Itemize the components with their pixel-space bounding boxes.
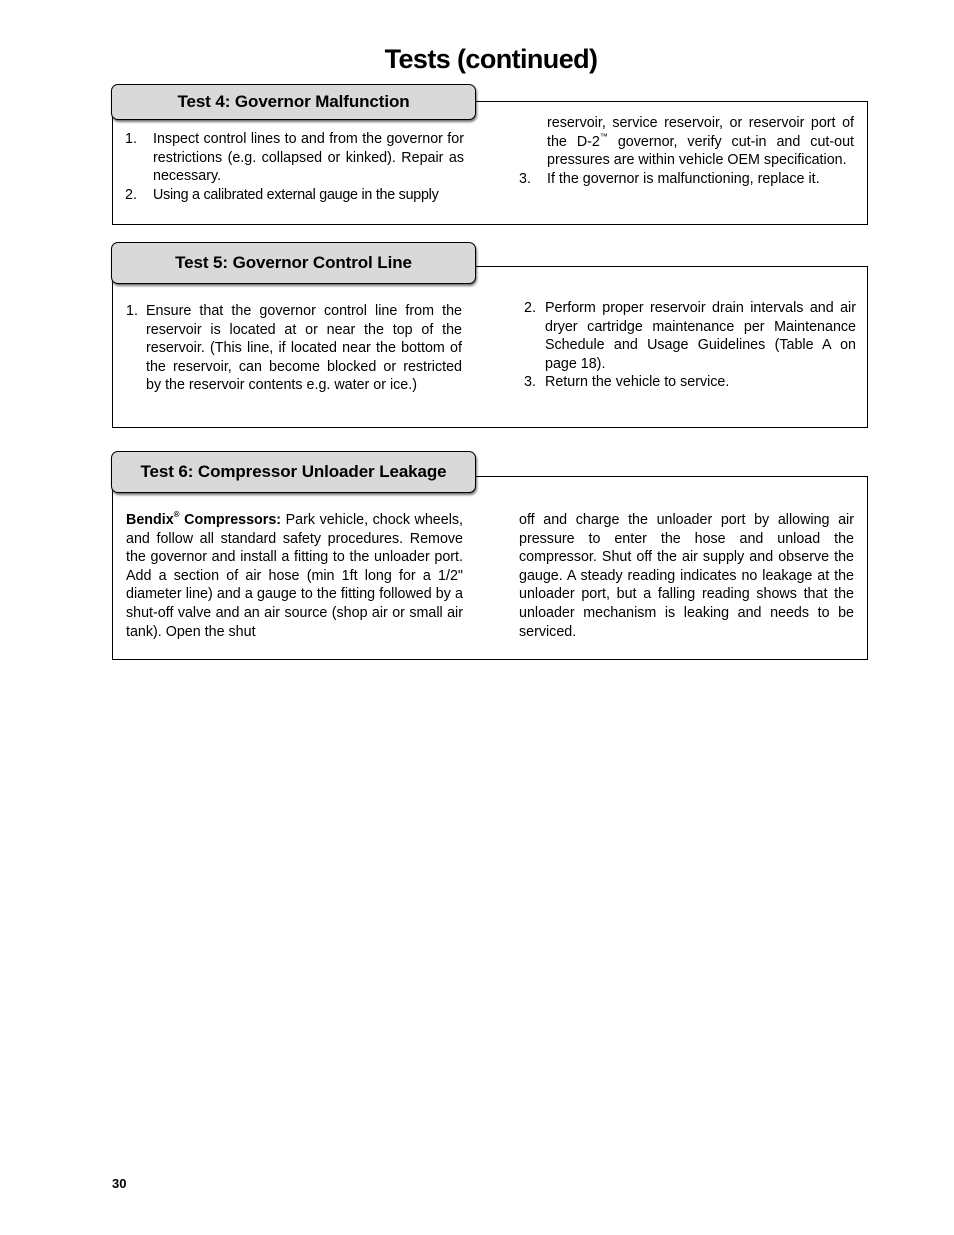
- test4-item-1-text: Inspect control lines to and from the governor for restrictions (e.g. collapsed or kinked). Repair as necessary.: [153, 131, 464, 185]
- test5-item-1-text: Ensure that the governor control line from the reservoir is located at or near the top of the reservoir. (This line, if located near the bottom of the reservoir, can become blocked or restricted by the reservoir contents e.g. water or ice.): [146, 303, 462, 394]
- test4-heading: [111, 84, 476, 120]
- list-number: 3.: [524, 374, 536, 391]
- test4-heading-text: Test 4: Governor Malfunction: [177, 92, 410, 111]
- list-number: 1.: [126, 303, 138, 319]
- test5-right-column: [524, 299, 856, 392]
- test5-item-2-text: Perform proper reservoir drain intervals and air dryer cartridge maintenance per Maintenance Schedule and Usage Guidelines (Table A on page 18).: [545, 300, 856, 372]
- test4-item-2-continued: [519, 114, 854, 170]
- list-number: 3.: [519, 170, 531, 187]
- test4-item-1: [125, 130, 464, 186]
- test6-heading: [111, 451, 476, 493]
- test5-item-1: [126, 302, 462, 395]
- list-number: 2.: [524, 300, 536, 316]
- test5-heading: [111, 242, 476, 284]
- test5-item-3: [524, 373, 856, 392]
- test6-heading-text: Test 6: Compressor Unloader Leakage: [140, 462, 447, 481]
- test5-heading-text: Test 5: Governor Control Line: [175, 253, 412, 272]
- page-title: Tests (continued): [384, 44, 598, 74]
- test5-left-column: [126, 302, 462, 395]
- test5-item-2: [524, 299, 856, 373]
- test6-text-right: off and charge the unloader port by allowing air pressure to enter the hose and unload the compressor. Shut off the air supply and observe the gauge. A steady reading indicates no leakage at the unloader port, but a falling reading shows that the unloader mechanism is leaking and needs to be serviced.: [519, 512, 854, 640]
- registered-symbol: ®: [173, 510, 180, 520]
- test6-right-column: [519, 511, 854, 641]
- test4-item-2: [125, 186, 464, 205]
- test6-lead-label: Bendix® Compressors:: [126, 510, 282, 528]
- test4-item-3-text: If the governor is malfunctioning, replace it.: [547, 170, 820, 187]
- test4-item-2-text-end: reservoir, service reservoir, or reservoir port of the D-2™ governor, verify cut-in and cut-out pressures are within vehicle OEM specification.: [547, 115, 855, 169]
- test4-item-3: [519, 170, 854, 189]
- trademark-symbol: ™: [599, 131, 608, 141]
- test4-item-2-text-start: Using a calibrated external gauge in the supply: [153, 186, 439, 203]
- test4-right-column: [519, 114, 854, 188]
- test4-left-column: [125, 130, 464, 204]
- page-number: 30: [112, 1176, 127, 1191]
- test6-left-column: [126, 511, 463, 641]
- test5-item-3-text: Return the vehicle to service.: [545, 374, 730, 391]
- list-number: 1.: [125, 131, 137, 147]
- test6-text-left: Park vehicle, chock wheels, and follow all standard safety procedures. Remove the governor and install a fitting to the unloader port. Add a section of air hose (min 1ft long for a 1/2" diameter line) and a gauge to the fitting followed by a shut-off valve and an air source (shop air or small air tank). Open the shut: [126, 512, 463, 640]
- list-number: 2.: [125, 186, 137, 203]
